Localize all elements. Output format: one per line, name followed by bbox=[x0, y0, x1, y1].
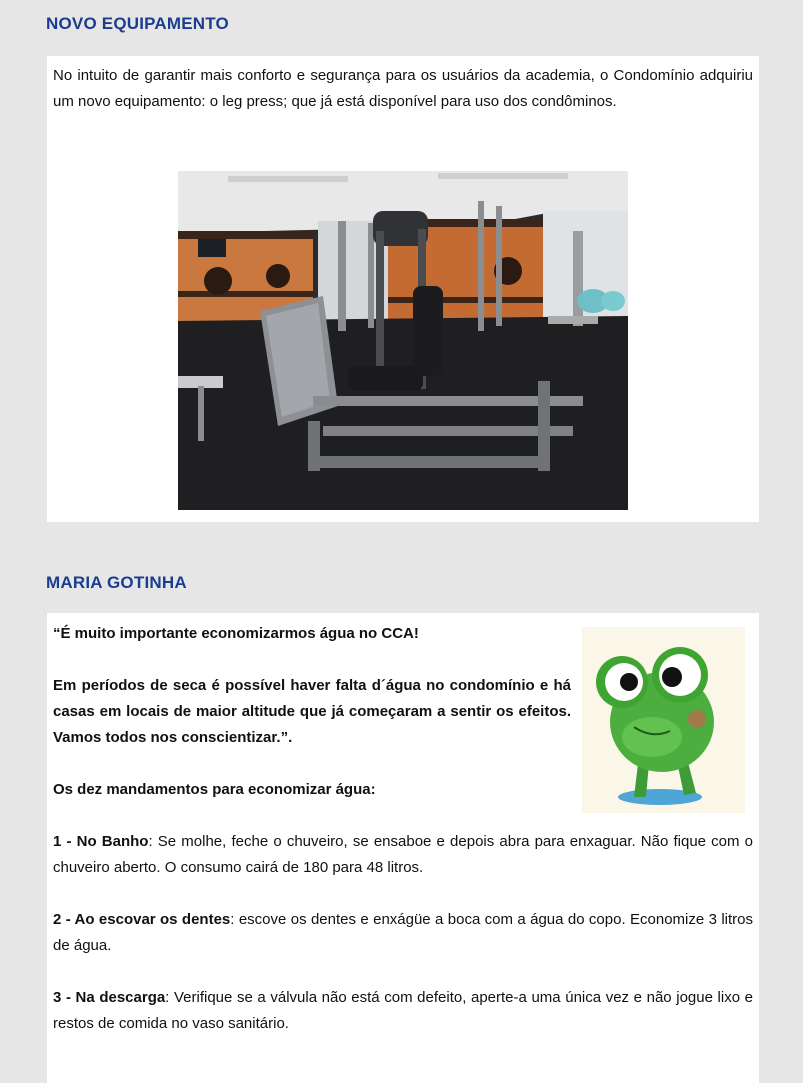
quote-line-1: “É muito importante economizarmos água no CCA! bbox=[53, 625, 419, 642]
item-label: 2 - Ao escovar os dentes bbox=[53, 911, 231, 928]
frog-mascot-image bbox=[582, 627, 745, 813]
novo-equipamento-text: No intuito de garantir mais conforto e segurança para os usuários da academia, o Condomínio adquiriu um novo equipamento: o leg press; que já está disponível para uso dos condôminos. bbox=[53, 67, 753, 110]
item-text: : Verifique se a válvula não está com defeito, aperte-a uma única vez e não jogue lixo e restos de comida no vaso sanitário. bbox=[53, 989, 753, 1032]
item-text: : Se molhe, feche o chuveiro, se ensaboe e depois abra para enxaguar. Não fique com o chuveiro aberto. O consumo cairá de 180 para 48 litros. bbox=[53, 833, 753, 876]
list-item bbox=[53, 985, 753, 1037]
item-label: 1 - No Banho bbox=[53, 833, 149, 850]
list-item bbox=[53, 829, 753, 881]
section-title-maria-gotinha: MARIA GOTINHA bbox=[46, 573, 187, 592]
mandamentos-heading: Os dez mandamentos para economizar água: bbox=[53, 781, 376, 798]
quote-line-2: Em períodos de seca é possível haver falta d´água no condomínio e há casas em locais de maior altitude que já começaram a sentir os efeitos. Vamos todos nos conscientizar.”. bbox=[53, 677, 571, 746]
list-item bbox=[53, 907, 753, 959]
section-title-novo-equipamento: NOVO EQUIPAMENTO bbox=[46, 14, 229, 33]
item-label: 3 - Na descarga bbox=[53, 989, 166, 1006]
maria-gotinha-card bbox=[47, 613, 759, 1083]
leg-press-photo bbox=[178, 171, 628, 510]
novo-equipamento-card bbox=[47, 56, 759, 522]
item-text: : escove os dentes e enxágüe a boca com a água do copo. Economize 3 litros de água. bbox=[53, 911, 753, 954]
